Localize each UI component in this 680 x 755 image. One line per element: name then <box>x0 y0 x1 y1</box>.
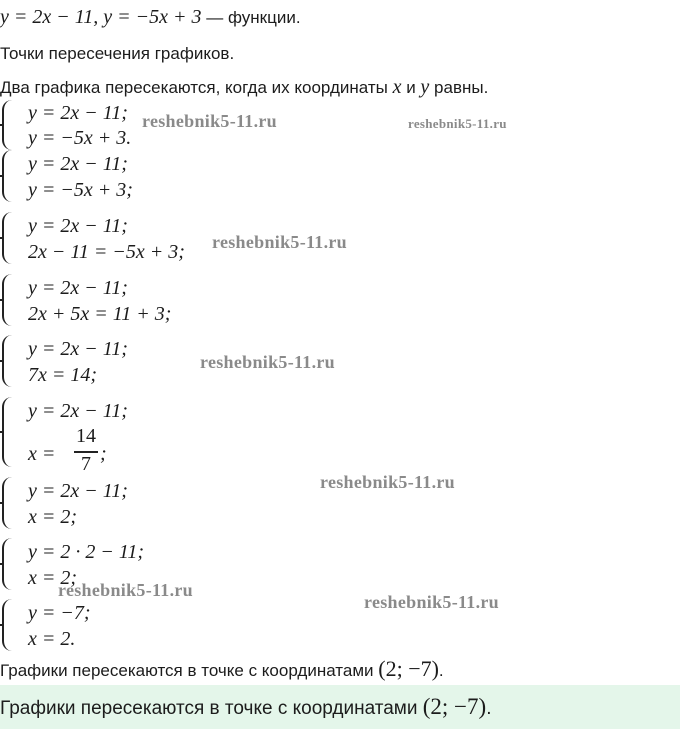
answer-point: (2; −7) <box>422 694 487 719</box>
section-title: Точки пересечения графиков. <box>0 44 235 63</box>
fraction-denominator: 7 <box>81 453 91 475</box>
functions-math: y = 2x − 11, y = −5x + 3 <box>0 6 202 28</box>
system-brace <box>2 274 18 326</box>
conclusion-text: Графики пересекаются в точке с координатами (2; −7). <box>0 656 444 681</box>
system-brace <box>2 599 18 651</box>
system-line-1: y = −7; <box>28 602 91 624</box>
system-line-2: x = 2; <box>28 567 78 589</box>
intro-text: Два графика пересекаются, когда их координаты x и y равны. <box>0 76 489 98</box>
watermark: reshebnik5-11.ru <box>58 580 193 600</box>
system-line-2: x = 2. <box>28 628 76 650</box>
fraction-numerator: 14 <box>76 425 96 447</box>
system-line-1: y = 2x − 11; <box>28 277 128 299</box>
system-brace <box>2 100 18 150</box>
watermark: reshebnik5-11.ru <box>142 111 277 131</box>
system-brace <box>2 397 18 467</box>
system-line-1: y = 2 · 2 − 11; <box>28 541 145 563</box>
system-line-2: y = −5x + 3. <box>28 127 132 149</box>
system-line-2: y = −5x + 3; <box>28 179 133 201</box>
system-line-2: x = 2; <box>28 506 78 528</box>
system-line-2: 2x − 11 = −5x + 3; <box>28 241 185 263</box>
watermark: reshebnik5-11.ru <box>408 116 507 131</box>
functions-definition <box>0 6 301 29</box>
system-brace <box>2 335 18 387</box>
system-brace <box>2 477 18 529</box>
system-line-1: y = 2x − 11; <box>28 102 128 124</box>
watermark: reshebnik5-11.ru <box>320 472 455 492</box>
watermark: reshebnik5-11.ru <box>212 232 347 252</box>
system-line-1: y = 2x − 11; <box>28 153 128 175</box>
system-line-1: y = 2x − 11; <box>28 480 128 502</box>
functions-label: — функции. <box>201 8 301 27</box>
system-brace <box>2 212 18 264</box>
intersection-point: (2; −7) <box>378 656 439 681</box>
answer-text: Графики пересекаются в точке с координатами (2; −7). <box>0 694 492 719</box>
watermark: reshebnik5-11.ru <box>200 352 335 372</box>
fraction-prefix: x = <box>28 443 56 465</box>
system-brace <box>2 538 18 590</box>
watermark: reshebnik5-11.ru <box>364 592 499 612</box>
fraction-suffix: ; <box>100 443 107 465</box>
answer-box <box>0 685 680 729</box>
system-brace <box>2 150 18 202</box>
system-line-2: 7x = 14; <box>28 364 98 386</box>
system-line-2: 2x + 5x = 11 + 3; <box>28 303 172 325</box>
system-line-1: y = 2x − 11; <box>28 215 128 237</box>
system-line-1: y = 2x − 11; <box>28 338 128 360</box>
system-line-1: y = 2x − 11; <box>28 400 128 422</box>
